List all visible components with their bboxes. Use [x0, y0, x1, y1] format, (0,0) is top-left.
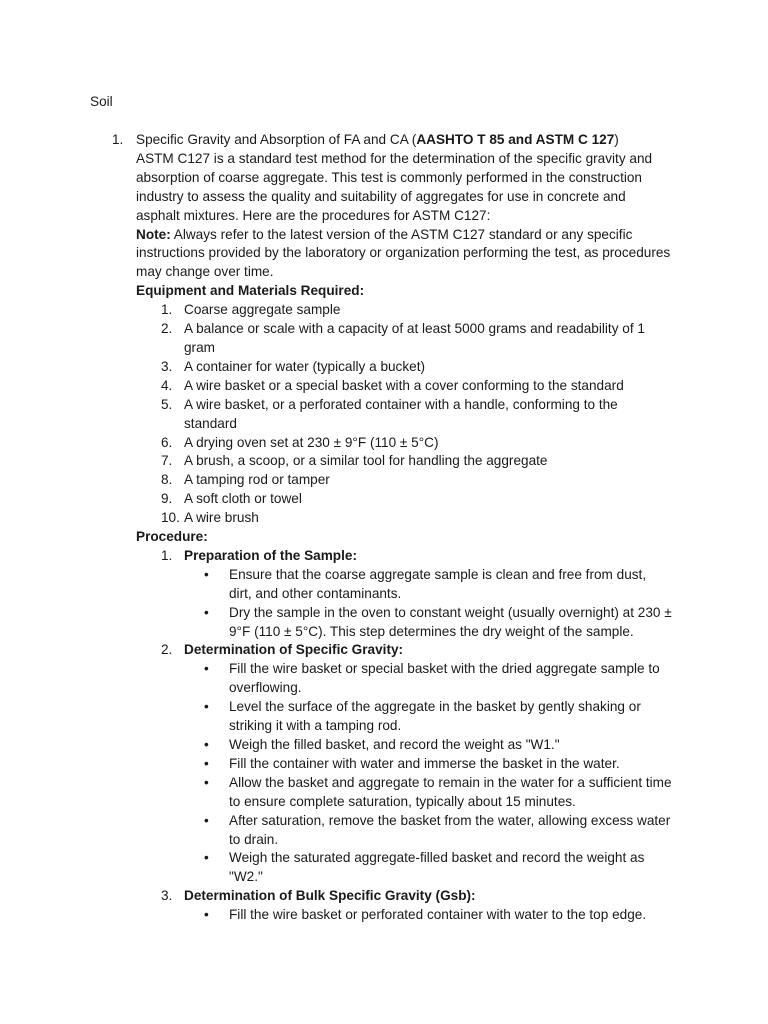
bullet-item [184, 736, 672, 755]
equipment-item-text: A wire basket or a special basket with a cover conforming to the standard [184, 377, 624, 393]
bullet-text: Fill the container with water and immerse the basket in the water. [229, 755, 620, 771]
procedure-step-number: 3. [161, 888, 173, 904]
note-paragraph [136, 226, 672, 283]
equipment-item-number: 6. [161, 434, 173, 450]
note-text: Always refer to the latest version of the ASTM C127 standard or any specific instructions provided by the laboratory or organization performing the test, as procedures may change over time. [136, 226, 671, 280]
procedure-step-bullets [184, 660, 672, 887]
bullet-text: Allow the basket and aggregate to remain in the water for a sufficient time to ensure complete saturation, typically about 15 minutes. [229, 774, 672, 809]
equipment-item-text: A container for water (typically a bucket) [184, 358, 426, 374]
equipment-item-number: 4. [161, 377, 173, 393]
equipment-item [136, 509, 672, 528]
section-1 [112, 131, 672, 925]
equipment-item-text: A wire brush [184, 510, 259, 526]
equipment-item-number: 2. [161, 321, 173, 337]
bullet-icon: • [204, 699, 209, 715]
section-title-standards: AASHTO T 85 and ASTM C 127 [416, 132, 615, 147]
procedure-step [136, 641, 672, 887]
document-heading: Soil [90, 94, 113, 109]
procedure-step-title: Determination of Specific Gravity: [184, 642, 404, 658]
equipment-item-text: A soft cloth or towel [184, 491, 302, 507]
procedure-step-number: 1. [161, 547, 173, 563]
equipment-item-text: A tamping rod or tamper [184, 472, 330, 488]
equipment-item-text: A brush, a scoop, or a similar tool for handling the aggregate [184, 453, 548, 469]
procedure-step-bullets [184, 906, 672, 925]
procedure-heading: Procedure: [136, 529, 208, 545]
procedure-step [136, 547, 672, 642]
equipment-item-text: A balance or scale with a capacity of at least 5000 grams and readability of 1 gram [184, 321, 645, 355]
equipment-item-number: 3. [161, 358, 173, 374]
bullet-icon: • [204, 661, 209, 677]
bullet-icon: • [204, 737, 209, 752]
bullet-item [184, 849, 672, 887]
procedure-step-title: Determination of Bulk Specific Gravity (Gsb): [184, 888, 476, 904]
equipment-list [136, 301, 672, 528]
bullet-icon: • [204, 755, 209, 771]
equipment-item [136, 452, 672, 471]
bullet-item [184, 604, 672, 642]
bullet-item [184, 812, 672, 850]
bullet-item [184, 566, 672, 604]
equipment-item-number: 9. [161, 491, 173, 507]
section-title-end: ) [614, 132, 619, 147]
equipment-item [136, 396, 672, 434]
bullet-item [184, 660, 672, 698]
equipment-item-number: 5. [161, 396, 173, 412]
bullet-text: Weigh the saturated aggregate-filled basket and record the weight as "W2." [229, 850, 645, 885]
equipment-item [136, 471, 672, 490]
bullet-icon: • [204, 850, 209, 866]
procedure-step [136, 887, 672, 925]
equipment-item [136, 490, 672, 509]
bullet-icon: • [204, 907, 209, 923]
equipment-item [136, 434, 672, 453]
procedure-steps-list [136, 547, 672, 925]
equipment-item-text: A wire basket, or a perforated container with a handle, conforming to the standard [184, 396, 618, 431]
equipment-item-number: 10. [161, 510, 180, 526]
bullet-icon: • [204, 566, 209, 582]
bullet-item [184, 755, 672, 774]
procedure-step-bullets [184, 566, 672, 642]
note-label: Note: [136, 226, 171, 242]
equipment-item-number: 8. [161, 472, 173, 488]
procedure-step-title: Preparation of the Sample: [184, 547, 357, 563]
section-title-plain: Specific Gravity and Absorption of FA and CA ( [136, 132, 417, 147]
equipment-item [136, 320, 672, 358]
intro-paragraph: ASTM C127 is a standard test method for the determination of the specific gravity and absorption of coarse aggregate. This test is commonly performed in the construction industry to assess the quality and suitability of aggregates for use in concrete and asphalt mixtures. Here are the procedures for ASTM C127: [136, 150, 653, 223]
procedure-step-number: 2. [161, 642, 173, 658]
bullet-icon: • [204, 774, 209, 790]
bullet-text: Weigh the filled basket, and record the weight as "W1." [229, 737, 560, 752]
equipment-item [136, 377, 672, 396]
section-body [136, 150, 672, 925]
section-number: 1. [112, 132, 124, 147]
equipment-item-text: A drying oven set at 230 ± 9°F (110 ± 5°C) [184, 434, 439, 450]
bullet-text: Fill the wire basket or perforated container with water to the top edge. [229, 907, 647, 923]
equipment-item-number: 1. [161, 302, 173, 318]
bullet-icon: • [204, 812, 209, 828]
bullet-icon: • [204, 604, 209, 620]
equipment-item-number: 7. [161, 453, 173, 469]
equipment-heading: Equipment and Materials Required: [136, 283, 365, 299]
bullet-text: Fill the wire basket or special basket with the dried aggregate sample to overflowing. [229, 661, 660, 696]
section-title-row [112, 131, 672, 150]
bullet-text: Dry the sample in the oven to constant weight (usually overnight) at 230 ± 9°F (110 ± 5°C). This step determines the dry weight of the sample. [229, 604, 672, 639]
bullet-item [184, 906, 672, 925]
equipment-item-text: Coarse aggregate sample [184, 302, 341, 318]
bullet-text: After saturation, remove the basket from the water, allowing excess water to drain. [229, 812, 671, 847]
bullet-item [184, 774, 672, 812]
bullet-text: Ensure that the coarse aggregate sample is clean and free from dust, dirt, and other contaminants. [229, 566, 647, 601]
bullet-item [184, 698, 672, 736]
section-title [136, 131, 672, 150]
equipment-item [136, 301, 672, 320]
equipment-item [136, 358, 672, 377]
bullet-text: Level the surface of the aggregate in the basket by gently shaking or striking it with a tamping rod. [229, 699, 641, 734]
